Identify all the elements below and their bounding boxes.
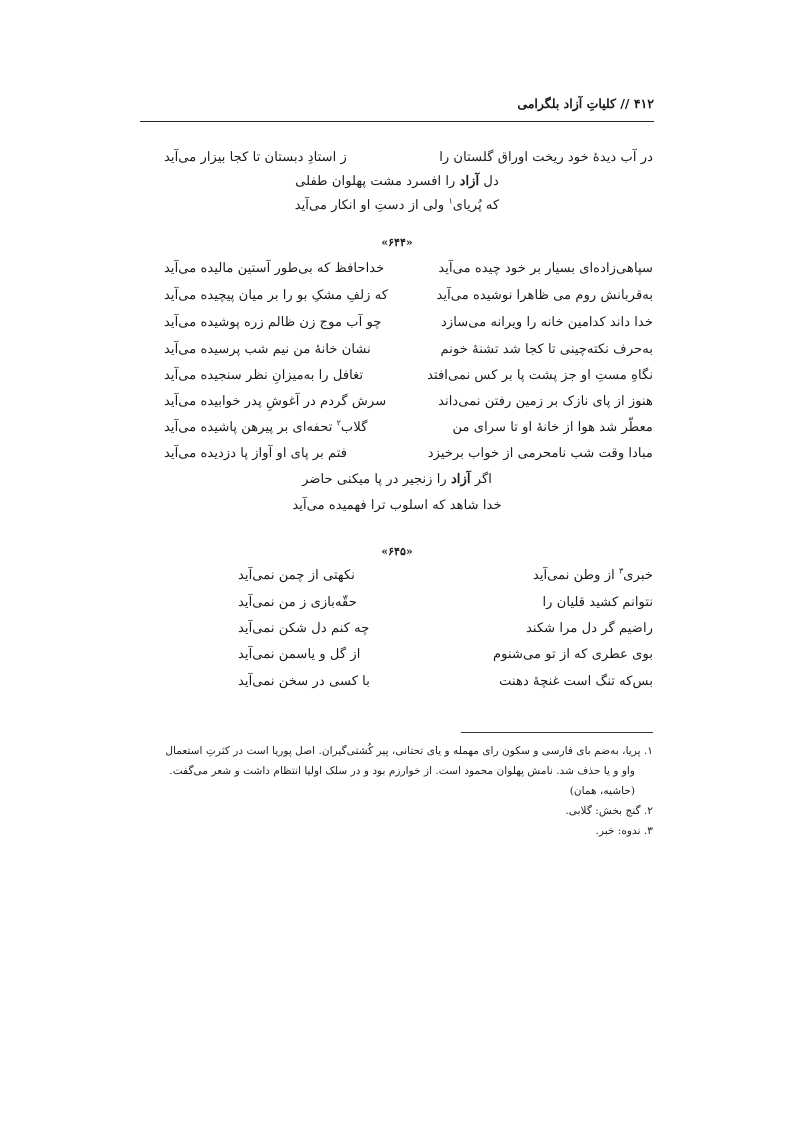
footnote-1-line-3: (حاشیه، همان) [569, 785, 635, 797]
footnote-ref: ۳ [618, 566, 624, 576]
footnote-1-line-2: واو و یا حذف شد. نامش پهلوان محمود است. از خوارزم بود و در سلک اولیا انتظام داشت و شعر می‌گفت. [169, 765, 635, 777]
verse-hemistich: نگاهِ مستِ او جز پشت پا بر کس نمی‌افتد [427, 368, 653, 383]
footnote-3: ۳. ندوه: خبر. [595, 825, 653, 837]
verse-hemistich: فتم بر پای او آواز پا دزدیده می‌آید [164, 446, 348, 461]
footnote-ref: ۲ [336, 418, 341, 428]
verse-hemistich: نشان خانهٔ من نیم شب پرسیده می‌آید [164, 342, 371, 357]
verse-hemistich: ز استادِ دبستان تا کجا بیزار می‌آید [164, 150, 347, 165]
verse-hemistich: حقّه‌بازی ز من نمی‌آید [238, 595, 357, 610]
verse-hemistich: هنوز از پای نازک بر زمین رفتن نمی‌داند [438, 394, 653, 409]
poem-number: «۶۴۵» [381, 545, 413, 558]
verse-line: دل آزاد را افسرد مشت پهلوان طفلی [295, 174, 499, 189]
poem-number: «۶۴۴» [381, 236, 413, 249]
footnote-rule [461, 732, 653, 733]
header-rule [140, 121, 654, 122]
verse-line: که پُریای$^۱$ ولی از دستِ او انکار می‌آید [294, 196, 500, 213]
verse-hemistich: که زلفِ مشکِ بو را بر میان پیچیده می‌آید [164, 288, 389, 303]
verse-hemistich: به‌قربانش روم می ظاهرا نوشیده می‌آید [436, 288, 653, 303]
footnote-1-line-1: ۱. پریا، به‌ضم بای فارسی و سکون رای مهمله و یای تحتانی، پیر کُشتی‌گیران. اصل پوریا است در کثرتِ استعمال [165, 745, 653, 757]
verse-hemistich: بوی عطری که از تو می‌شنوم [493, 647, 653, 662]
verse-line: اگر آزاد را زنجیر در پا میکنی حاضر [302, 472, 492, 487]
poet-name: آزاد [459, 174, 480, 189]
verse-hemistich: در آب دیدهٔ خود ریخت اوراق گلستان را [439, 150, 653, 165]
verse-hemistich: با کسی در سخن نمی‌آید [238, 674, 370, 689]
verse-hemistich: مبادا وقت شب نامحرمی از خواب برخیزد [427, 446, 653, 461]
verse-line: خدا شاهد که اسلوب ترا فهمیده می‌آید [292, 498, 502, 513]
verse-hemistich: تغافل را به‌میزانِ نظر سنجیده می‌آید [164, 368, 364, 383]
running-header-title: ۴۱۲ // کلیاتِ آزاد بلگرامی [517, 96, 654, 111]
verse-hemistich: سرش گردم در آغوشِ پدر خوابیده می‌آید [164, 394, 387, 409]
verse-hemistich: معطّر شد هوا از خانهٔ او تا سرای من [452, 420, 653, 435]
verse-hemistich: نکهتی از چمن نمی‌آید [238, 568, 355, 583]
verse-hemistich: خداحافظ که بی‌طور آستین مالیده می‌آید [164, 261, 385, 276]
verse-hemistich: چه کنم دل شکن نمی‌آید [238, 621, 370, 636]
running-header [140, 96, 654, 118]
verse-hemistich: سپاهی‌زاده‌ای بسیار بر خود چیده می‌آید [438, 261, 653, 276]
footnote-2: ۲. گنج بخش: گلابی. [565, 805, 653, 817]
verse-hemistich: خدا داند کدامین خانه را ویرانه می‌سازد [441, 315, 653, 330]
poet-name: آزاد [450, 472, 471, 487]
verse-hemistich: بس‌که تنگ است غنچهٔ دهنت [499, 674, 653, 689]
footnote-ref: ۱ [448, 196, 453, 206]
verse-hemistich: نتوانم کشید قلیان را [542, 595, 653, 610]
verse-hemistich: گلاب$^۲$ تحفه‌ای بر پیرهن پاشیده می‌آید [164, 418, 368, 435]
verse-hemistich: خبری$^۳$ از وطن نمی‌آید [532, 566, 653, 583]
verse-hemistich: چو آب موج زن ظالم زره پوشیده می‌آید [164, 315, 382, 330]
verse-hemistich: به‌حرف نکته‌چینی تا کجا شد تشنهٔ خونم [440, 342, 653, 357]
verse-hemistich: راضیم گر دل مرا شکند [525, 621, 653, 636]
verse-hemistich: از گل و یاسمن نمی‌آید [238, 647, 361, 662]
